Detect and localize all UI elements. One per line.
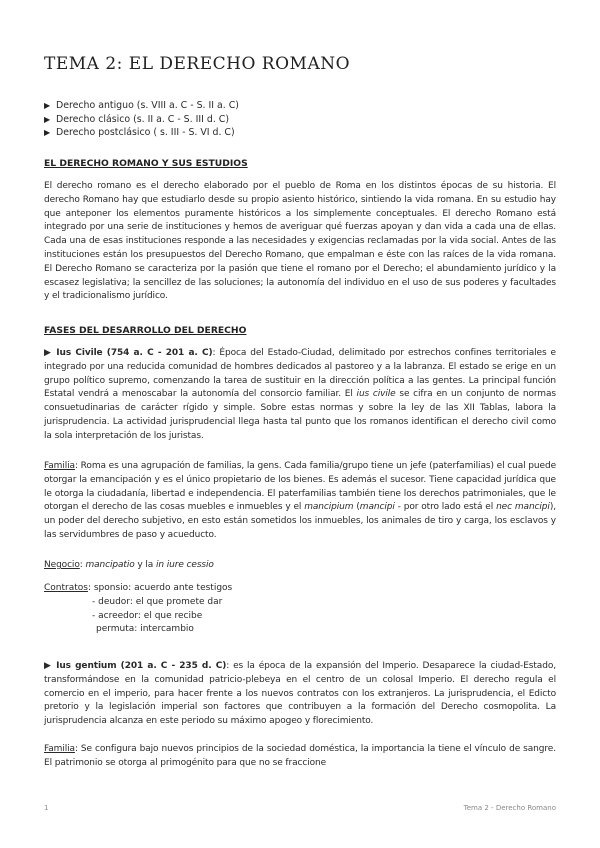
contratos-block — [44, 582, 232, 637]
period-list — [44, 99, 564, 140]
page-title: TEMA 2: EL DERECHO ROMANO — [44, 54, 351, 74]
triangle-bullet-icon: ▶ — [44, 128, 51, 137]
contratos-item: - acreedor: el que recibe — [92, 610, 203, 621]
period-text: Derecho clásico (s. II a. C - S. III d. C) — [56, 113, 229, 125]
familia-text-b: ( — [353, 502, 360, 513]
contratos-label: Contratos — [44, 583, 88, 593]
negocio-term-in-iure-cessio: in iure cessio — [155, 560, 214, 570]
familia-term-mancipium: mancipium — [304, 502, 354, 513]
ius-civile-term: ius civile — [356, 389, 396, 400]
familia-text: : Roma es una agrupación de familias, la gens. Cada familia/grupo tiene un jefe (paterfamilias) el cual puede otorgar la emancipación y es el único propietario de los bienes. Es además el sucesor. Tiene capacidad jurídica que le otorga la ciudadanía, libertad e independencia. El paterfamilias también tiene los derechos patrimoniales, que le otorgan el derecho de las cosas muebles e inmuebles y el — [44, 461, 556, 513]
negocio-label: Negocio — [44, 560, 80, 570]
footer-doc-title: Tema 2 - Derecho Romano — [463, 804, 556, 812]
familia-term-nec-mancipi: nec mancipi — [496, 502, 550, 513]
paragraph-ius-gentium — [44, 660, 556, 729]
ius-gentium-text: : es la época de la expansión del Imperio. Desaparece la ciudad-Estado, transformándose en la comunidad patricio-plebeya en el centro de un colosal Imperio. El derecho regula el comercio en el imperio, para hacer frente a los nuevos contratos con los extranjeros. La jurisprudencia, el Edicto pretorio y la legislación imperial son factores que contribuyen a la formación del Derecho cosmopolita. La jurisprudencia alcanza en este periodo su máximo apogeo y florecimiento. — [44, 661, 557, 727]
paragraph-ius-civile — [44, 347, 556, 444]
ius-civile-text-cont: se cifra en un conjunto de normas consuetudinarias de carácter rígido y simple. Sobre estas normas y sobre la ley de las XII Tablas, labora la jurisprudencia. La actividad jurisprudencial llega hasta tal punto que los romanos identifican el derecho civil como la sola interpretación de los juristas. — [44, 389, 556, 441]
page-number: 1 — [44, 804, 49, 812]
familia-text-c: - por otro lado está el — [394, 502, 497, 513]
negocio-term-mancipatio: mancipatio — [85, 560, 135, 570]
period-text: Derecho postclásico ( s. III - S. VI d. C) — [56, 127, 235, 138]
familia2-label: Familia — [44, 744, 75, 754]
familia-label: Familia — [44, 461, 75, 471]
period-item — [44, 126, 564, 140]
ius-civile-lead: ▶ Ius Civile (754 a. C - 201 a. C) — [44, 348, 213, 358]
triangle-bullet-icon: ▶ — [44, 114, 51, 124]
contratos-item: - deudor: el que promete dar — [92, 596, 223, 607]
ius-civile-text: : Época del Estado-Ciudad, delimitado por estrechos confines territoriales e integrado por una reducida comunidad de hombres dedicados al pastoreo y a la labranza. El estado se erige en un grupo político supremo, comenzando la tarea de sustituir en la dirección política a las gentes. La principal función Estatal vendrá a menoscabar la autonomía del consorcio familiar. El — [44, 348, 556, 400]
contratos-line — [44, 582, 232, 596]
triangle-bullet-icon: ▶ — [44, 101, 51, 110]
familia-text-d: ), un poder del derecho subjetivo, en esto están sometidos los inmuebles, los animales de tiro y carga, los esclavos y las servidumbres de paso y acueducto. — [44, 502, 556, 540]
negocio-line — [44, 559, 556, 573]
period-text: Derecho antiguo (s. VIII a. C - S. II a. C) — [56, 100, 239, 111]
contratos-item: permuta: intercambio — [96, 624, 194, 635]
negocio-text-b: y la — [134, 560, 156, 570]
familia-term-mancipi: mancipi — [359, 502, 395, 513]
negocio-text: : — [79, 560, 86, 570]
period-item — [44, 99, 564, 113]
section-heading-estudios: EL DERECHO ROMANO Y SUS ESTUDIOS — [44, 158, 248, 169]
familia2-text: : Se configura bajo nuevos principios de la sociedad doméstica, la importancia la tiene el vínculo de sangre. El patrimonio se otorga al primogénito para que no se fraccione — [44, 744, 556, 768]
section-heading-fases: FASES DEL DESARROLLO DEL DERECHO — [44, 325, 247, 336]
period-item — [44, 113, 564, 127]
ius-gentium-lead: ▶ Ius gentium (201 a. C - 235 d. C) — [44, 661, 227, 671]
paragraph-familia — [44, 460, 556, 543]
paragraph-familia-2 — [44, 743, 556, 771]
paragraph-estudios: El derecho romano es el derecho elaborado por el pueblo de Roma en los distintos épocas de su historia. El derecho Romano hay que estudiarlo desde su propio asiento histórico, sintiendo la vida romana. En su estudio hay que anteponer los elementos puramente históricos a los simplemente conceptuales. El derecho Romano está integrado por una serie de instituciones y hemos de averiguar qué fuerzas apoyan y dan vida a cada una de ellas. Cada una de esas instituciones responde a las necesidades y exigencias reclamadas por la vida social. Antes de las instituciones están los presupuestos del Derecho Romano, que empalman e éste con las raíces de la vida romana. El Derecho Romano se caracteriza por la pasión que tiene el romano por el Derecho; el abundamiento jurídico y la escasez legislativa; la sencillez de las soluciones; la autonomía del individuo en el uso de sus poderes y facultades y el tradicionalismo jurídico. — [44, 181, 556, 302]
contratos-first: : sponsio: acuerdo ante testigos — [87, 583, 233, 593]
